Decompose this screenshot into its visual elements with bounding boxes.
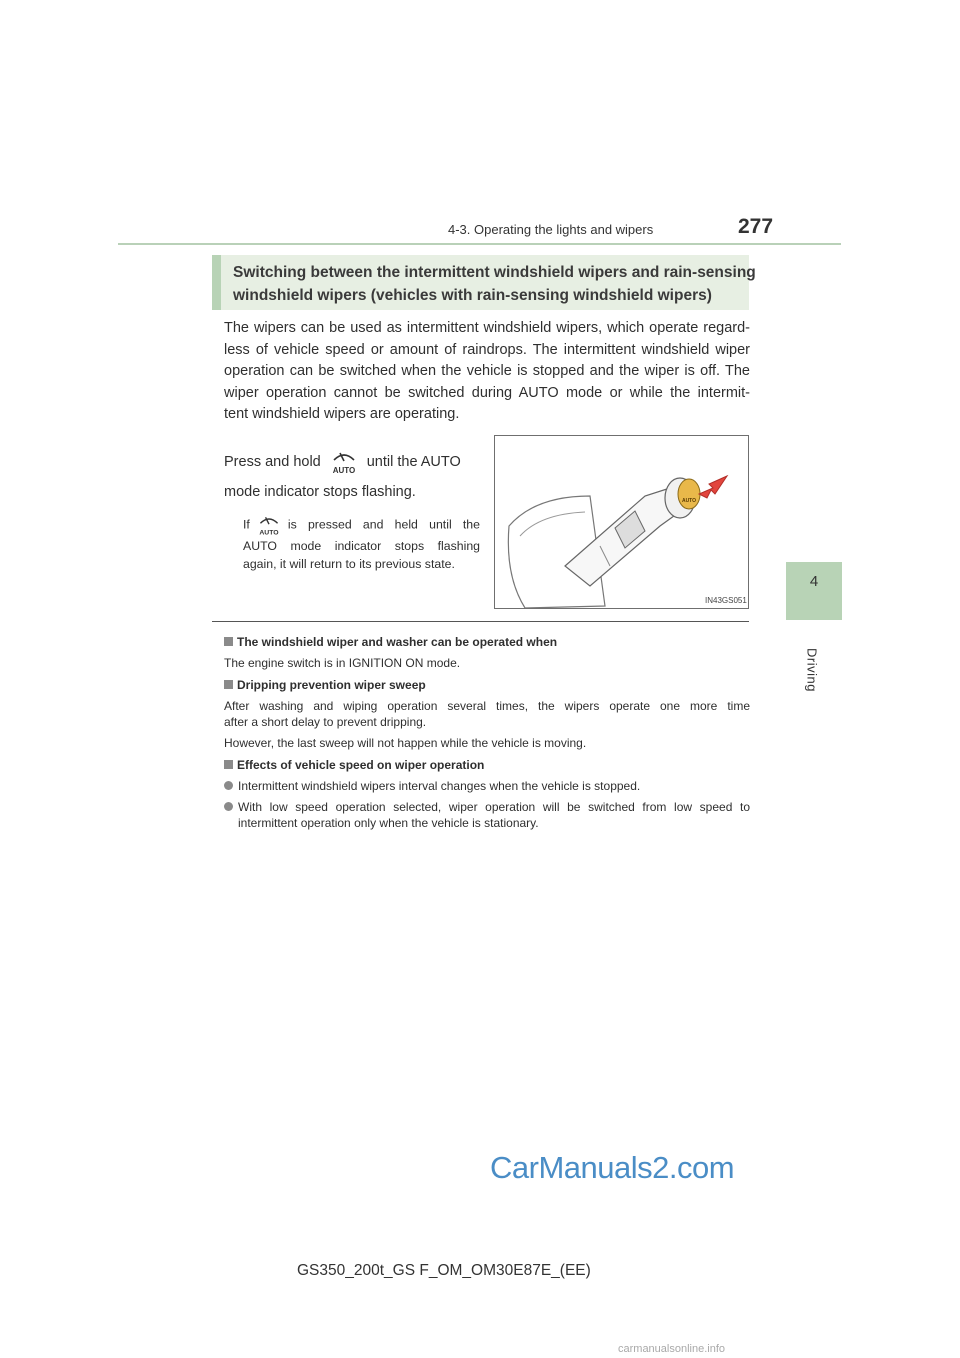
wiper-auto-icon bbox=[329, 448, 359, 476]
watermark-logo: CarManuals2.com bbox=[490, 1150, 735, 1185]
body-line: The wipers can be used as intermittent windshield wipers, which operate regard- bbox=[224, 320, 750, 336]
instruction-post: until the AUTO bbox=[366, 454, 461, 470]
chapter-label-wrap bbox=[782, 648, 842, 728]
section-heading bbox=[212, 255, 756, 310]
chapter-label: Driving bbox=[804, 648, 820, 692]
note-text bbox=[243, 513, 480, 573]
auto-label: AUTO bbox=[259, 529, 279, 537]
list-item: Intermittent windshield wipers interval changes when the vehicle is stopped. bbox=[224, 778, 750, 794]
square-bullet-icon bbox=[224, 680, 233, 689]
body-line: wiper operation cannot be switched during AUTO mode or while the intermit- bbox=[224, 384, 750, 401]
notes-section bbox=[224, 630, 750, 831]
body-line: operation can be switched when the vehicle is stopped and the wiper is off. The bbox=[224, 363, 750, 380]
chapter-tab bbox=[786, 562, 842, 620]
document-id: GS350_200t_GS F_OM_OM30E87E_(EE) bbox=[297, 1262, 591, 1279]
circle-bullet-icon bbox=[224, 802, 233, 811]
knob-label: AUTO bbox=[681, 498, 697, 504]
note-line-2: AUTO mode indicator stops flashing bbox=[243, 539, 480, 553]
heading-line-1: Switching between the intermittent windshield wipers and rain-sensing bbox=[233, 264, 756, 281]
wiper-auto-icon bbox=[256, 513, 282, 537]
auto-label: AUTO bbox=[332, 466, 355, 476]
square-bullet-icon bbox=[224, 760, 233, 769]
chapter-number: 4 bbox=[809, 573, 819, 590]
body-line: tent windshield wipers are operating. bbox=[224, 406, 460, 423]
auto-knob bbox=[678, 479, 700, 509]
figure-code: IN43GS051 bbox=[705, 596, 747, 605]
note-line-1 bbox=[243, 513, 480, 537]
wiper-lever-illustration bbox=[495, 436, 748, 608]
watermark-url: carmanualsonline.info bbox=[618, 1343, 726, 1355]
note-post: is pressed and held until the bbox=[287, 517, 480, 532]
red-arrow-icon bbox=[699, 476, 727, 498]
circle-bullet-icon bbox=[224, 781, 233, 790]
note-line-3: again, it will return to its previous state. bbox=[243, 557, 455, 571]
note-heading: Effects of vehicle speed on wiper operation bbox=[224, 757, 750, 773]
instruction-text bbox=[224, 447, 480, 507]
list-item: With low speed operation selected, wiper operation will be switched from low speed to intermittent operation only when the vehicle is stationary. bbox=[224, 799, 750, 831]
page-number: 277 bbox=[738, 215, 774, 238]
heading-line-2: windshield wipers (vehicles with rain-sensing windshield wipers) bbox=[233, 287, 712, 304]
instruction-line-1 bbox=[224, 447, 480, 477]
instruction-line-2: mode indicator stops flashing. bbox=[224, 484, 416, 500]
note-body: After washing and wiping operation several times, the wipers operate one more time after a short delay to prevent dripping. However, the last sweep will not happen while the vehicle is moving. bbox=[224, 699, 750, 750]
note-pre: If bbox=[243, 517, 250, 532]
note-heading: The windshield wiper and washer can be operated when bbox=[224, 634, 750, 650]
body-line: less of vehicle speed or amount of raindrops. The intermittent windshield wiper bbox=[224, 341, 750, 358]
notes-divider bbox=[212, 621, 749, 622]
note-body: The engine switch is in IGNITION ON mode. bbox=[224, 656, 461, 670]
instruction-pre: Press and hold bbox=[224, 454, 321, 470]
note-heading: Dripping prevention wiper sweep bbox=[224, 677, 750, 693]
square-bullet-icon bbox=[224, 637, 233, 646]
header-divider bbox=[118, 243, 841, 245]
wiper-lever-figure bbox=[494, 435, 749, 609]
body-paragraph bbox=[224, 318, 750, 426]
section-title: 4-3. Operating the lights and wipers bbox=[448, 222, 654, 237]
